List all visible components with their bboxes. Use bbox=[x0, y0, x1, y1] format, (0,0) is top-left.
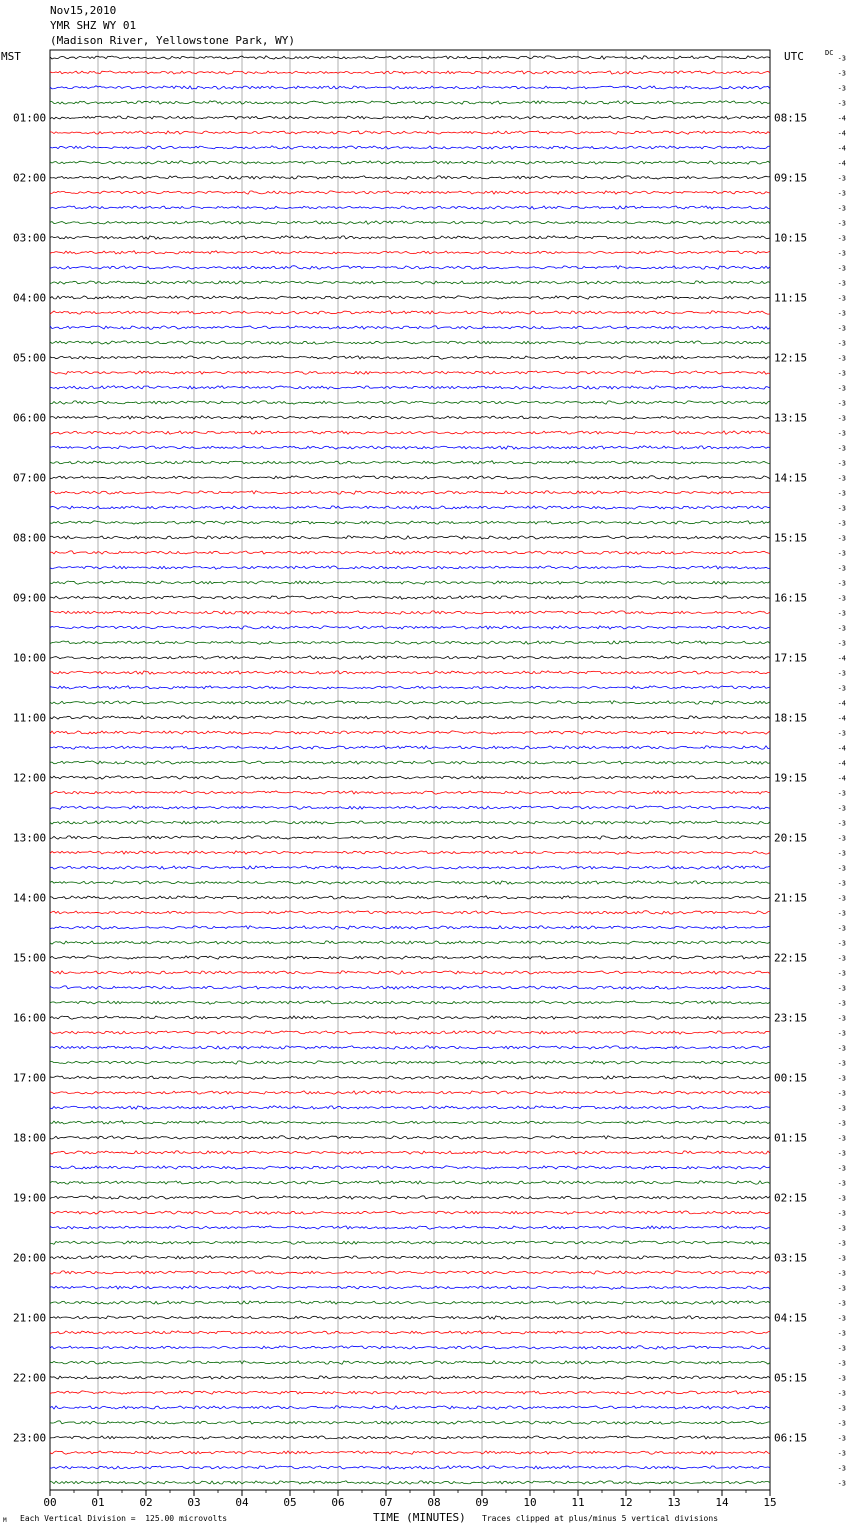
dc-offset-label: -3 bbox=[837, 969, 846, 978]
dc-offset-label: -4 bbox=[837, 774, 846, 783]
trace-row-50 bbox=[50, 791, 770, 794]
trace-row-77 bbox=[50, 1196, 770, 1199]
trace-row-32 bbox=[50, 521, 770, 524]
trace-row-47 bbox=[50, 746, 770, 749]
mst-hour-label: 13:00 bbox=[13, 831, 47, 845]
trace-row-46 bbox=[50, 731, 770, 734]
trace-row-58 bbox=[50, 911, 770, 914]
dc-offset-label: -3 bbox=[837, 1314, 846, 1323]
mst-hour-label: 16:00 bbox=[13, 1011, 47, 1025]
dc-offset-label: -3 bbox=[837, 294, 846, 303]
dc-offset-label: -3 bbox=[837, 384, 846, 393]
trace-row-21 bbox=[50, 356, 770, 359]
dc-offset-label: -3 bbox=[837, 1104, 846, 1113]
trace-row-23 bbox=[50, 386, 770, 389]
trace-row-90 bbox=[50, 1391, 770, 1394]
trace-row-67 bbox=[50, 1046, 770, 1049]
dc-offset-label: -3 bbox=[837, 1299, 846, 1308]
trace-row-8 bbox=[50, 161, 770, 164]
dc-offset-label: -3 bbox=[837, 729, 846, 738]
utc-hour-label: 23:15 bbox=[774, 1011, 808, 1025]
x-tick-label: 00 bbox=[43, 1496, 57, 1509]
mst-hour-label: 21:00 bbox=[13, 1311, 47, 1325]
utc-hour-label: 15:15 bbox=[774, 531, 808, 545]
trace-row-68 bbox=[50, 1061, 770, 1064]
dc-offset-label: -3 bbox=[837, 804, 846, 813]
trace-row-33 bbox=[50, 536, 770, 539]
mst-hour-label: 20:00 bbox=[13, 1251, 47, 1265]
trace-row-64 bbox=[50, 1001, 770, 1004]
dc-offset-label: -3 bbox=[837, 954, 846, 963]
dc-offset-label: -3 bbox=[837, 999, 846, 1008]
trace-row-1 bbox=[50, 56, 770, 59]
dc-offset-label: -3 bbox=[837, 309, 846, 318]
dc-offset-label: -3 bbox=[837, 1464, 846, 1473]
trace-row-71 bbox=[50, 1106, 770, 1109]
mst-hour-label: 02:00 bbox=[13, 171, 47, 185]
left-timezone-label: MST bbox=[1, 50, 21, 63]
dc-offset-label: -3 bbox=[837, 234, 846, 243]
trace-row-59 bbox=[50, 926, 770, 930]
mst-hour-label: 22:00 bbox=[13, 1371, 47, 1385]
dc-offset-label: -3 bbox=[837, 984, 846, 993]
dc-offset-label: -3 bbox=[837, 264, 846, 273]
dc-label: DC bbox=[825, 49, 834, 57]
mst-hour-label: 17:00 bbox=[13, 1071, 47, 1085]
trace-row-22 bbox=[50, 371, 770, 374]
dc-offset-label: -3 bbox=[837, 564, 846, 573]
x-tick-label: 06 bbox=[331, 1496, 345, 1509]
utc-hour-label: 17:15 bbox=[774, 651, 808, 665]
trace-row-93 bbox=[50, 1436, 770, 1439]
dc-offset-label: -3 bbox=[837, 1449, 846, 1458]
mst-hour-label: 10:00 bbox=[13, 651, 47, 665]
trace-row-4 bbox=[50, 101, 770, 105]
utc-hour-label: 18:15 bbox=[774, 711, 808, 725]
x-axis-title: TIME (MINUTES) bbox=[373, 1511, 466, 1524]
dc-offset-label: -4 bbox=[837, 744, 846, 753]
mst-hour-label: 05:00 bbox=[13, 351, 47, 365]
trace-row-89 bbox=[50, 1376, 770, 1379]
mst-hour-label: 06:00 bbox=[13, 411, 47, 425]
dc-offset-label: -3 bbox=[837, 1164, 846, 1173]
trace-row-94 bbox=[50, 1451, 770, 1454]
utc-hour-label: 14:15 bbox=[774, 471, 808, 485]
trace-row-36 bbox=[50, 581, 770, 584]
trace-row-96 bbox=[50, 1481, 770, 1484]
trace-row-27 bbox=[50, 446, 770, 449]
trace-row-42 bbox=[50, 671, 770, 674]
dc-offset-label: -3 bbox=[837, 819, 846, 828]
dc-offset-label: -3 bbox=[837, 1074, 846, 1083]
dc-offset-label: -3 bbox=[837, 84, 846, 93]
utc-hour-label: 04:15 bbox=[774, 1311, 808, 1325]
utc-hour-label: 06:15 bbox=[774, 1431, 808, 1445]
utc-hour-label: 21:15 bbox=[774, 891, 808, 905]
trace-row-44 bbox=[50, 701, 770, 705]
trace-row-3 bbox=[50, 86, 770, 89]
trace-row-20 bbox=[50, 341, 770, 344]
dc-offset-label: -3 bbox=[837, 1284, 846, 1293]
trace-row-19 bbox=[50, 326, 770, 329]
dc-offset-label: -3 bbox=[837, 1239, 846, 1248]
dc-offset-label: -3 bbox=[837, 54, 846, 63]
utc-hour-label: 03:15 bbox=[774, 1251, 808, 1265]
dc-offset-label: -3 bbox=[837, 354, 846, 363]
utc-hour-label: 13:15 bbox=[774, 411, 808, 425]
dc-offset-label: -4 bbox=[837, 114, 846, 123]
dc-offset-label: -3 bbox=[837, 1119, 846, 1128]
x-tick-label: 15 bbox=[763, 1496, 777, 1509]
trace-row-82 bbox=[50, 1271, 770, 1274]
dc-offset-label: -3 bbox=[837, 1374, 846, 1383]
mst-hour-label: 04:00 bbox=[13, 291, 47, 305]
utc-hour-label: 09:15 bbox=[774, 171, 808, 185]
trace-row-12 bbox=[50, 221, 770, 224]
dc-offset-label: -3 bbox=[837, 474, 846, 483]
dc-offset-label: -3 bbox=[837, 99, 846, 108]
dc-offset-label: -4 bbox=[837, 144, 846, 153]
dc-offset-label: -3 bbox=[837, 489, 846, 498]
trace-row-74 bbox=[50, 1151, 770, 1154]
trace-row-62 bbox=[50, 971, 770, 974]
trace-row-5 bbox=[50, 116, 770, 119]
dc-offset-label: -3 bbox=[837, 1269, 846, 1278]
dc-offset-label: -3 bbox=[837, 609, 846, 618]
trace-row-28 bbox=[50, 461, 770, 464]
trace-row-87 bbox=[50, 1346, 770, 1349]
dc-offset-label: -3 bbox=[837, 639, 846, 648]
dc-offset-label: -3 bbox=[837, 1329, 846, 1338]
dc-offset-label: -3 bbox=[837, 864, 846, 873]
trace-row-15 bbox=[50, 266, 770, 270]
dc-offset-label: -3 bbox=[837, 1059, 846, 1068]
x-tick-label: 11 bbox=[571, 1496, 585, 1509]
utc-hour-label: 00:15 bbox=[774, 1071, 808, 1085]
dc-offset-label: -3 bbox=[837, 894, 846, 903]
right-timezone-label: UTC bbox=[784, 50, 804, 63]
dc-offset-label: -3 bbox=[837, 414, 846, 423]
utc-hour-label: 01:15 bbox=[774, 1131, 808, 1145]
mst-hour-label: 08:00 bbox=[13, 531, 47, 545]
dc-offset-label: -4 bbox=[837, 159, 846, 168]
dc-offset-label: -3 bbox=[837, 939, 846, 948]
trace-row-76 bbox=[50, 1181, 770, 1184]
utc-hour-label: 05:15 bbox=[774, 1371, 808, 1385]
mst-hour-label: 07:00 bbox=[13, 471, 47, 485]
utc-hour-label: 19:15 bbox=[774, 771, 808, 785]
dc-offset-label: -3 bbox=[837, 624, 846, 633]
dc-offset-label: -3 bbox=[837, 849, 846, 858]
dc-offset-label: -3 bbox=[837, 324, 846, 333]
dc-offset-label: -3 bbox=[837, 669, 846, 678]
trace-row-49 bbox=[50, 776, 770, 779]
dc-offset-label: -3 bbox=[837, 189, 846, 198]
dc-offset-label: -3 bbox=[837, 1224, 846, 1233]
plot-frame bbox=[50, 50, 770, 1490]
mst-hour-label: 15:00 bbox=[13, 951, 47, 965]
trace-row-73 bbox=[50, 1136, 770, 1140]
mst-hour-label: 19:00 bbox=[13, 1191, 47, 1205]
trace-row-38 bbox=[50, 611, 770, 614]
dc-offset-label: -3 bbox=[837, 1419, 846, 1428]
footer-scale-note: Each Vertical Division = 125.00 microvolts bbox=[20, 1514, 228, 1523]
trace-row-30 bbox=[50, 491, 770, 495]
dc-offset-label: -3 bbox=[837, 369, 846, 378]
trace-row-92 bbox=[50, 1421, 770, 1424]
utc-hour-label: 10:15 bbox=[774, 231, 808, 245]
dc-offset-label: -4 bbox=[837, 654, 846, 663]
trace-row-7 bbox=[50, 146, 770, 149]
mst-hour-label: 01:00 bbox=[13, 111, 47, 125]
footer-mark: M bbox=[3, 1517, 7, 1524]
trace-row-91 bbox=[50, 1406, 770, 1409]
x-tick-label: 02 bbox=[139, 1496, 153, 1509]
dc-offset-label: -3 bbox=[837, 1149, 846, 1158]
dc-offset-label: -3 bbox=[837, 909, 846, 918]
trace-row-16 bbox=[50, 281, 770, 284]
utc-hour-label: 20:15 bbox=[774, 831, 808, 845]
header-date: Nov15,2010 bbox=[50, 4, 117, 17]
utc-hour-label: 16:15 bbox=[774, 591, 808, 605]
dc-offset-label: -4 bbox=[837, 759, 846, 768]
x-tick-label: 03 bbox=[187, 1496, 201, 1509]
trace-row-2 bbox=[50, 71, 770, 74]
trace-row-17 bbox=[50, 296, 770, 299]
dc-offset-label: -4 bbox=[837, 699, 846, 708]
trace-row-69 bbox=[50, 1076, 770, 1079]
dc-offset-label: -3 bbox=[837, 1134, 846, 1143]
dc-offset-label: -3 bbox=[837, 519, 846, 528]
x-tick-label: 14 bbox=[715, 1496, 729, 1509]
trace-row-56 bbox=[50, 881, 770, 884]
trace-row-60 bbox=[50, 941, 770, 944]
dc-offset-label: -3 bbox=[837, 579, 846, 588]
x-tick-label: 07 bbox=[379, 1496, 393, 1509]
x-tick-label: 08 bbox=[427, 1496, 441, 1509]
trace-row-43 bbox=[50, 686, 770, 689]
mst-hour-label: 03:00 bbox=[13, 231, 47, 245]
dc-offset-label: -3 bbox=[837, 1194, 846, 1203]
dc-offset-label: -3 bbox=[837, 549, 846, 558]
header-station: YMR SHZ WY 01 bbox=[50, 19, 137, 32]
utc-hour-label: 12:15 bbox=[774, 351, 808, 365]
x-tick-label: 01 bbox=[91, 1496, 105, 1509]
trace-row-85 bbox=[50, 1316, 770, 1319]
dc-offset-label: -3 bbox=[837, 444, 846, 453]
dc-offset-label: -3 bbox=[837, 504, 846, 513]
dc-offset-label: -3 bbox=[837, 1179, 846, 1188]
dc-offset-label: -3 bbox=[837, 1089, 846, 1098]
trace-row-37 bbox=[50, 596, 770, 599]
x-tick-label: 12 bbox=[619, 1496, 633, 1509]
header-location: (Madison River, Yellowstone Park, WY) bbox=[50, 34, 296, 47]
trace-row-51 bbox=[50, 806, 770, 809]
mst-hour-label: 11:00 bbox=[13, 711, 47, 725]
trace-row-10 bbox=[50, 191, 770, 194]
dc-offset-label: -3 bbox=[837, 789, 846, 798]
mst-hour-label: 14:00 bbox=[13, 891, 47, 905]
dc-offset-label: -3 bbox=[837, 1479, 846, 1488]
trace-row-54 bbox=[50, 851, 770, 854]
trace-row-95 bbox=[50, 1466, 770, 1469]
x-axis-ticks bbox=[43, 1490, 776, 1509]
trace-row-41 bbox=[50, 656, 770, 659]
dc-offset-label: -3 bbox=[837, 174, 846, 183]
x-tick-label: 10 bbox=[523, 1496, 537, 1509]
dc-offset-label: -3 bbox=[837, 219, 846, 228]
trace-row-25 bbox=[50, 416, 770, 419]
trace-row-79 bbox=[50, 1226, 770, 1229]
x-tick-label: 13 bbox=[667, 1496, 681, 1509]
dc-offset-label: -3 bbox=[837, 594, 846, 603]
dc-offset-label: -3 bbox=[837, 924, 846, 933]
dc-offset-label: -3 bbox=[837, 339, 846, 348]
footer-clip-note: Traces clipped at plus/minus 5 vertical divisions bbox=[482, 1514, 719, 1523]
utc-hour-label: 08:15 bbox=[774, 111, 808, 125]
trace-row-14 bbox=[50, 251, 770, 254]
trace-row-80 bbox=[50, 1241, 770, 1244]
trace-row-40 bbox=[50, 641, 770, 644]
trace-row-9 bbox=[50, 176, 770, 179]
dc-offset-label: -3 bbox=[837, 459, 846, 468]
dc-offset-label: -3 bbox=[837, 1014, 846, 1023]
mst-hour-label: 12:00 bbox=[13, 771, 47, 785]
trace-row-45 bbox=[50, 716, 770, 719]
trace-row-70 bbox=[50, 1091, 770, 1094]
trace-row-57 bbox=[50, 896, 770, 899]
trace-row-55 bbox=[50, 866, 770, 869]
trace-row-65 bbox=[50, 1016, 770, 1019]
dc-offset-label: -3 bbox=[837, 1029, 846, 1038]
dc-offset-label: -3 bbox=[837, 1254, 846, 1263]
dc-offset-label: -3 bbox=[837, 204, 846, 213]
trace-row-24 bbox=[50, 401, 770, 404]
mst-hour-label: 09:00 bbox=[13, 591, 47, 605]
trace-row-6 bbox=[50, 131, 770, 134]
trace-row-18 bbox=[50, 311, 770, 314]
x-tick-label: 09 bbox=[475, 1496, 489, 1509]
dc-offset-label: -3 bbox=[837, 399, 846, 408]
trace-row-66 bbox=[50, 1031, 770, 1034]
x-tick-label: 04 bbox=[235, 1496, 249, 1509]
dc-offset-label: -3 bbox=[837, 249, 846, 258]
trace-row-84 bbox=[50, 1301, 770, 1304]
trace-row-13 bbox=[50, 236, 770, 239]
mst-hour-label: 23:00 bbox=[13, 1431, 47, 1445]
trace-row-78 bbox=[50, 1211, 770, 1214]
dc-offset-label: -3 bbox=[837, 879, 846, 888]
dc-offset-label: -4 bbox=[837, 129, 846, 138]
trace-row-86 bbox=[50, 1331, 770, 1334]
dc-offset-label: -4 bbox=[837, 714, 846, 723]
trace-row-88 bbox=[50, 1361, 770, 1365]
trace-row-31 bbox=[50, 506, 770, 509]
dc-offset-label: -3 bbox=[837, 1404, 846, 1413]
dc-offset-label: -3 bbox=[837, 1209, 846, 1218]
dc-offset-label: -3 bbox=[837, 1389, 846, 1398]
dc-offset-label: -3 bbox=[837, 534, 846, 543]
trace-row-52 bbox=[50, 821, 770, 824]
dc-offset-label: -3 bbox=[837, 1344, 846, 1353]
mst-hour-label: 18:00 bbox=[13, 1131, 47, 1145]
trace-row-48 bbox=[50, 761, 770, 764]
trace-row-63 bbox=[50, 986, 770, 989]
grid-lines bbox=[50, 50, 770, 1490]
x-tick-label: 05 bbox=[283, 1496, 297, 1509]
trace-row-26 bbox=[50, 431, 770, 434]
utc-hour-label: 22:15 bbox=[774, 951, 808, 965]
dc-offset-label: -3 bbox=[837, 684, 846, 693]
dc-offset-label: -3 bbox=[837, 834, 846, 843]
trace-row-61 bbox=[50, 956, 770, 959]
trace-row-53 bbox=[50, 836, 770, 839]
trace-row-81 bbox=[50, 1256, 770, 1259]
utc-hour-label: 02:15 bbox=[774, 1191, 808, 1205]
trace-row-39 bbox=[50, 626, 770, 629]
utc-hour-label: 11:15 bbox=[774, 291, 808, 305]
trace-row-29 bbox=[50, 476, 770, 479]
dc-offset-label: -3 bbox=[837, 279, 846, 288]
dc-offset-label: -3 bbox=[837, 1434, 846, 1443]
dc-offset-label: -3 bbox=[837, 1044, 846, 1053]
trace-row-75 bbox=[50, 1166, 770, 1169]
trace-row-34 bbox=[50, 551, 770, 554]
trace-row-35 bbox=[50, 566, 770, 569]
trace-row-11 bbox=[50, 206, 770, 209]
trace-row-72 bbox=[50, 1121, 770, 1124]
dc-offset-label: -3 bbox=[837, 429, 846, 438]
trace-row-83 bbox=[50, 1286, 770, 1289]
trace-lines bbox=[50, 56, 770, 1484]
dc-offset-label: -3 bbox=[837, 1359, 846, 1368]
dc-offset-label: -3 bbox=[837, 69, 846, 78]
